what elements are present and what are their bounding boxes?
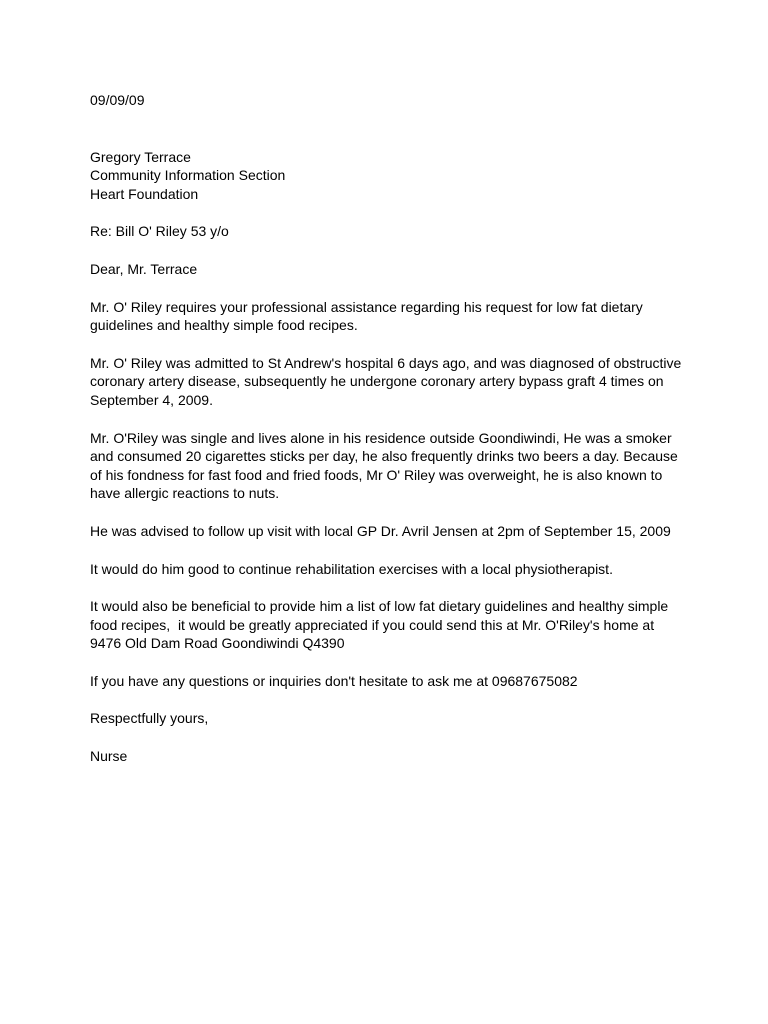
paragraph-guidelines-request (90, 597, 690, 653)
salutation: Dear, Mr. Terrace (90, 260, 198, 277)
paragraph-line: coronary artery disease, subsequently he undergone coronary artery bypass graft 4 times on (90, 373, 664, 390)
letter-date: 09/09/09 (90, 92, 145, 108)
recipient-organization: Heart Foundation (90, 185, 199, 202)
paragraph-line: It would do him good to continue rehabilitation exercises with a local physiotherapist. (90, 560, 613, 577)
paragraph-line: food recipes, it would be greatly appreciated if you could send this at Mr. O'Riley's home at (90, 616, 655, 633)
paragraph-follow-up (90, 522, 690, 541)
paragraph-line: have allergic reactions to nuts. (90, 485, 280, 502)
paragraph-line: 9476 Old Dam Road Goondiwindi Q4390 (90, 635, 345, 652)
paragraph-line: He was advised to follow up visit with local GP Dr. Avril Jensen at 2pm of September 15, 2009 (90, 522, 671, 539)
paragraph-line: It would also be beneficial to provide him a list of low fat dietary guidelines and healthy simple (90, 598, 669, 615)
recipient-address (90, 148, 690, 204)
paragraph-line: September 4, 2009. (90, 391, 213, 408)
paragraph-line: of his fondness for fast food and fried foods, Mr O' Riley was overweight, he is also known to (90, 466, 663, 483)
paragraph-line: Mr. O' Riley was admitted to St Andrew's hospital 6 days ago, and was diagnosed of obstructive (90, 354, 682, 371)
paragraph-line: If you have any questions or inquiries don't hesitate to ask me at 09687675082 (90, 672, 578, 689)
paragraph-admission (90, 354, 690, 410)
letter-page (90, 91, 690, 766)
paragraph-line: and consumed 20 cigarettes sticks per day, he also frequently drinks two beers a day. Because (90, 448, 678, 465)
recipient-section: Community Information Section (90, 167, 286, 184)
paragraph-line: Mr. O'Riley was single and lives alone in his residence outside Goondiwindi, He was a smoker (90, 429, 672, 446)
paragraph-line: Mr. O' Riley requires your professional assistance regarding his request for low fat dietary (90, 298, 643, 315)
paragraph-history (90, 429, 690, 503)
paragraph-request (90, 298, 690, 335)
signature: Nurse (90, 748, 128, 765)
recipient-name: Gregory Terrace (90, 148, 191, 165)
paragraph-line: guidelines and healthy simple food recipes. (90, 317, 358, 334)
paragraph-contact (90, 672, 690, 691)
re-line: Re: Bill O' Riley 53 y/o (90, 223, 229, 240)
closing: Respectfully yours, (90, 710, 209, 727)
paragraph-rehabilitation (90, 560, 690, 579)
